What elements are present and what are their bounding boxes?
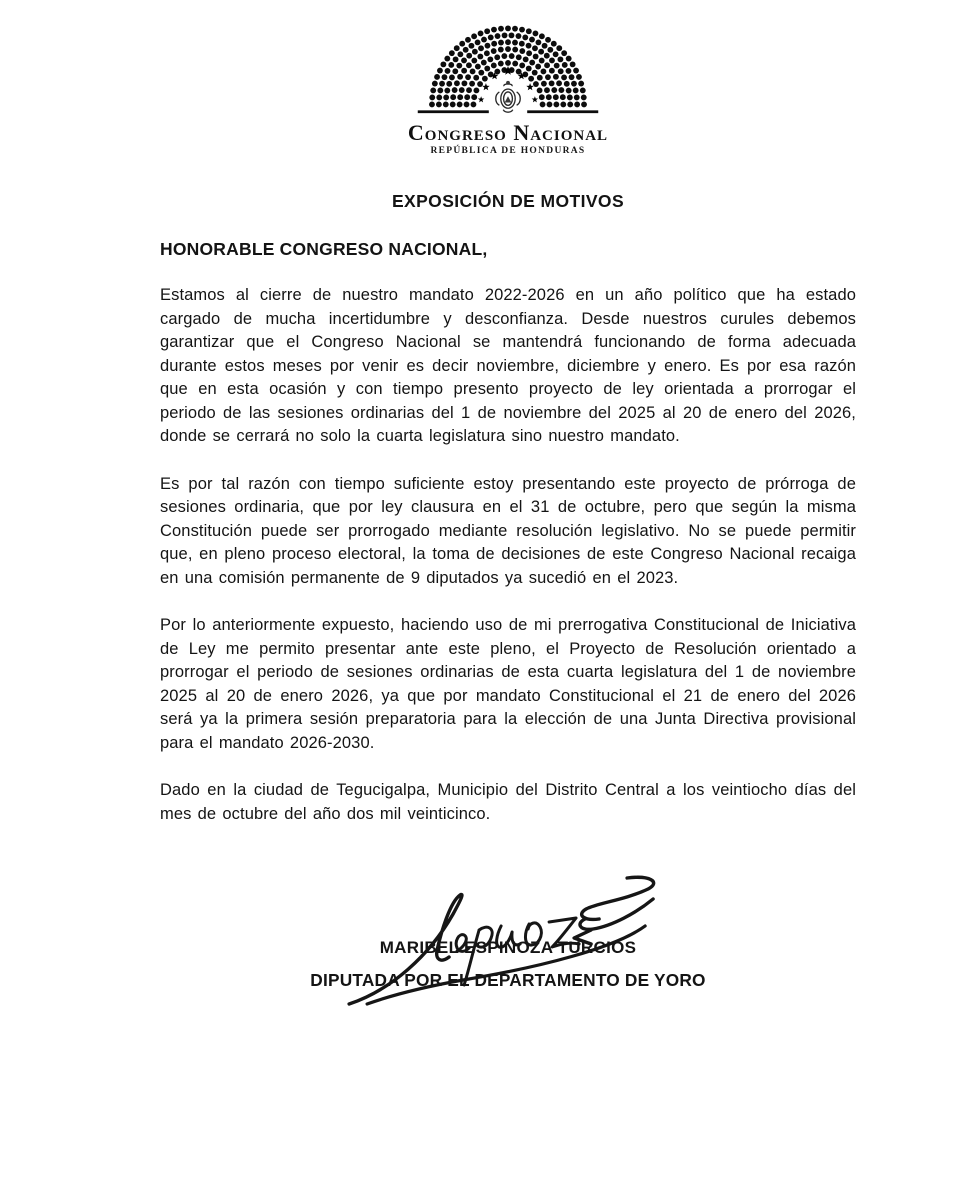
signatory-title: DIPUTADA POR EL DEPARTAMENTO DE YORO [310, 970, 706, 990]
coat-of-arms-icon [496, 81, 520, 112]
letter-content [160, 0, 856, 990]
body-paragraph-1: Estamos al cierre de nuestro mandato 2022-2026 en un año político que ha estado cargado de mucha incertidumbre y desconfianza. Desde nuestros curules debemos garantizar que el Congreso Nacional se mantendrá funcionando de forma adecuada durante estos meses por venir es decir noviembre, diciembre y enero. Es por esa razón que en esta ocasión y con tiempo presento proyecto de ley orientada a prorrogar el periodo de las sesiones ordinarias del 1 de noviembre del 2025 al 20 de enero del 2026, donde se cerrará no solo la cuarta legislatura sino nuestro mandato. [160, 286, 856, 445]
document-heading: EXPOSICIÓN DE MOTIVOS [391, 191, 625, 211]
hemicycle-seal-icon [412, 12, 604, 120]
logo-subtitle: REPÚBLICA DE HONDURAS [430, 146, 586, 156]
signatory-name: MARIBEL ESPINOZA TURCIOS [379, 938, 637, 957]
body-paragraph-3: Por lo anteriormente expuesto, haciendo uso de mi prerrogativa Constitucional de Iniciativa de Ley me permito presentar ante este pleno, el Proyecto de Resolución orientado a prorrogar el periodo de sesiones ordinarias de esta cuarta legislatura del 1 de noviembre 2025 al 20 de enero 2026, ya que por mandato Constitucional el 21 de enero del 2026 será ya la primera sesión preparatoria para la elección de una Junta Directiva provisional para el mandato 2026-2030. [160, 616, 856, 752]
body-paragraph-4: Dado en la ciudad de Tegucigalpa, Municipio del Distrito Central a los veintiocho días del mes de octubre del año dos mil veinticinco. [160, 781, 856, 823]
congreso-nacional-seal [160, 12, 856, 157]
salutation-line: HONORABLE CONGRESO NACIONAL, [160, 239, 488, 259]
body-paragraph-2: Es por tal razón con tiempo suficiente estoy presentando este proyecto de prórroga de sesiones ordinaria, que por ley clausura en el 31 de octubre, pero que según la misma Constitución puede ser prorrogado mediante resolución legislativo. No se puede permitir que, en pleno proceso electoral, la toma de decisiones de este Congreso Nacional recaiga en una comisión permanente de 9 diputados ya sucedió en el 2023. [160, 474, 856, 587]
signature-block [160, 938, 856, 990]
logo-title: Congreso Nacional [407, 120, 609, 145]
